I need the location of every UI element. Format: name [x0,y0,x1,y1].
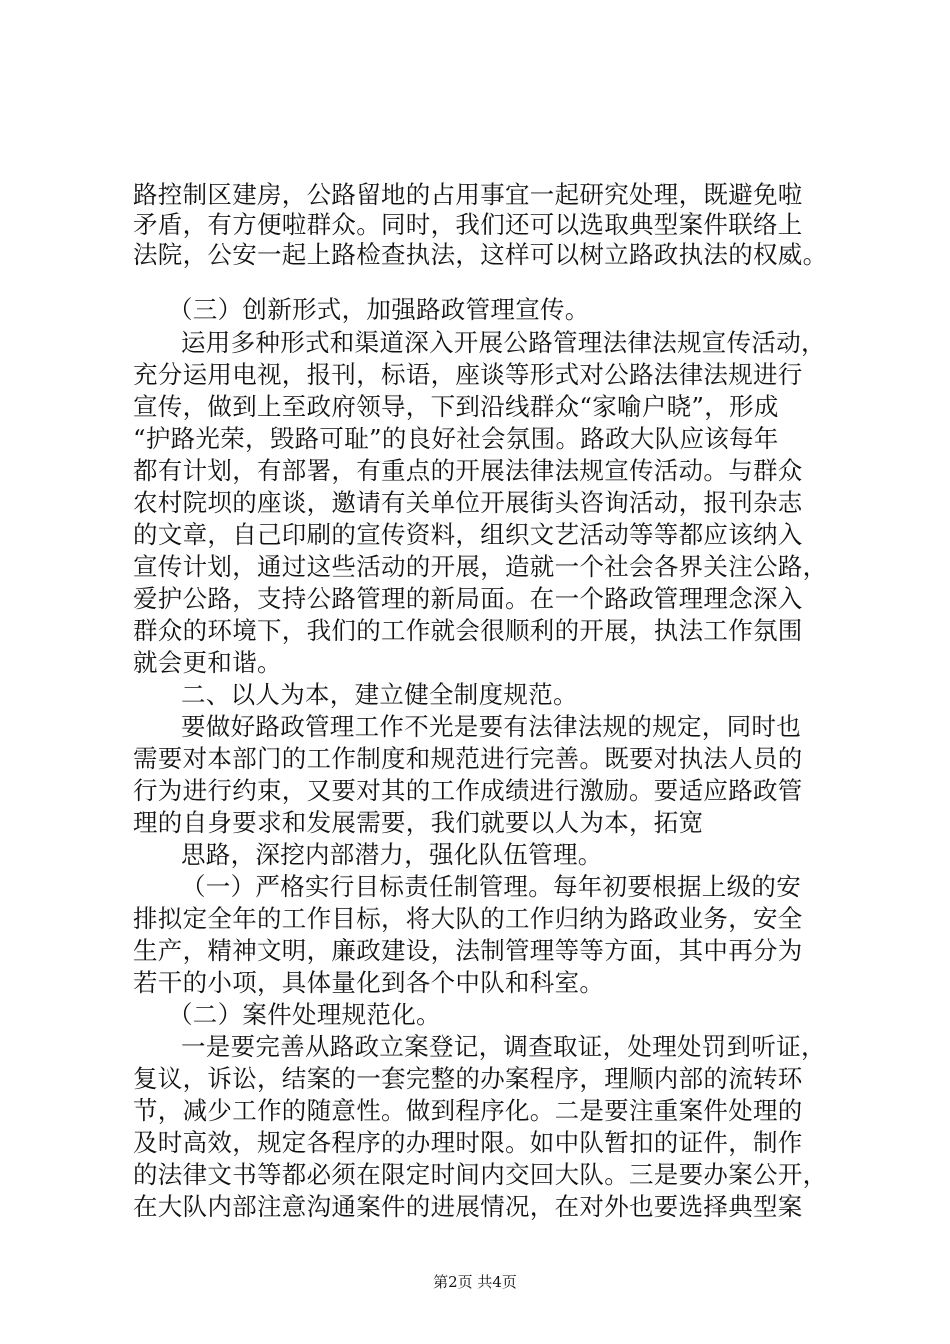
text-line: 矛盾，有方便啦群众。同时，我们还可以选取典型案件联络上 [133,210,803,239]
text-line: 群众的环境下，我们的工作就会很顺利的开展，执法工作氛围 [133,616,803,645]
text-line: 排拟定全年的工作目标，将大队的工作归纳为路政业务，安全 [133,904,803,933]
text-line: 若干的小项，具体量化到各个中队和科室。 [133,968,605,997]
text-line: 在大队内部注意沟通案件的进展情况，在对外也要选择典型案 [133,1192,803,1221]
text-line: 生产，精神文明，廉政建设，法制管理等等方面，其中再分为 [133,936,803,965]
text-line: 就会更和谐。 [133,648,282,677]
text-line: 及时高效，规定各程序的办理时限。如中队暂扣的证件，制作 [133,1128,803,1157]
text-line: 宣传计划，通过这些活动的开展，造就一个社会各界关注公路， [133,552,828,581]
text-line: 法院，公安一起上路检查执法，这样可以树立路政执法的权威。 [133,240,828,269]
text-line: 复议，诉讼，结案的一套完整的办案程序，理顺内部的流转环 [133,1064,803,1093]
text-line: “护路光荣，毁路可耻”的良好社会氛围。路政大队应该每年 [133,424,779,453]
section-heading: 二、以人为本，建立健全制度规范。 [181,680,578,709]
section-heading: （二）案件处理规范化。 [168,1000,441,1029]
text-line: 充分运用电视，报刊，标语，座谈等形式对公路法律法规进行 [133,360,803,389]
text-line: 需要对本部门的工作制度和规范进行完善。既要对执法人员的 [133,744,803,773]
page-number-footer: 第2页 共4页 [433,1273,517,1291]
text-line: 运用多种形式和渠道深入开展公路管理法律法规宣传活动， [181,328,826,357]
text-line: 理的自身要求和发展需要，我们就要以人为本，拓宽 [133,808,704,837]
text-line: 行为进行约束，又要对其的工作成绩进行激励。要适应路政管 [133,776,803,805]
text-line: 路控制区建房，公路留地的占用事宜一起研究处理，既避免啦 [133,180,803,209]
text-line: 农村院坝的座谈，邀请有关单位开展街头咨询活动，报刊杂志 [133,488,803,517]
text-line: 要做好路政管理工作不光是要有法律法规的规定，同时也 [181,712,801,741]
text-line: 宣传，做到上至政府领导，下到沿线群众“家喻户晓”，形成 [133,392,779,421]
text-line: 思路，深挖内部潜力，强化队伍管理。 [181,840,603,869]
section-heading: （一）严格实行目标责任制管理。每年初要根据上级的安 [181,872,801,901]
text-line: 的法律文书等都必须在限定时间内交回大队。三是要办案公开， [133,1160,828,1189]
text-line: 的文章，自己印刷的宣传资料，组织文艺活动等等都应该纳入 [133,520,803,549]
section-heading: （三）创新形式，加强路政管理宣传。 [168,295,590,324]
text-line: 一是要完善从路政立案登记，调查取证，处理处罚到听证， [181,1032,826,1061]
text-line: 节，减少工作的随意性。做到程序化。二是要注重案件处理的 [133,1096,803,1125]
text-line: 都有计划，有部署，有重点的开展法律法规宣传活动。与群众 [133,456,803,485]
text-line: 爱护公路，支持公路管理的新局面。在一个路政管理理念深入 [133,584,803,613]
